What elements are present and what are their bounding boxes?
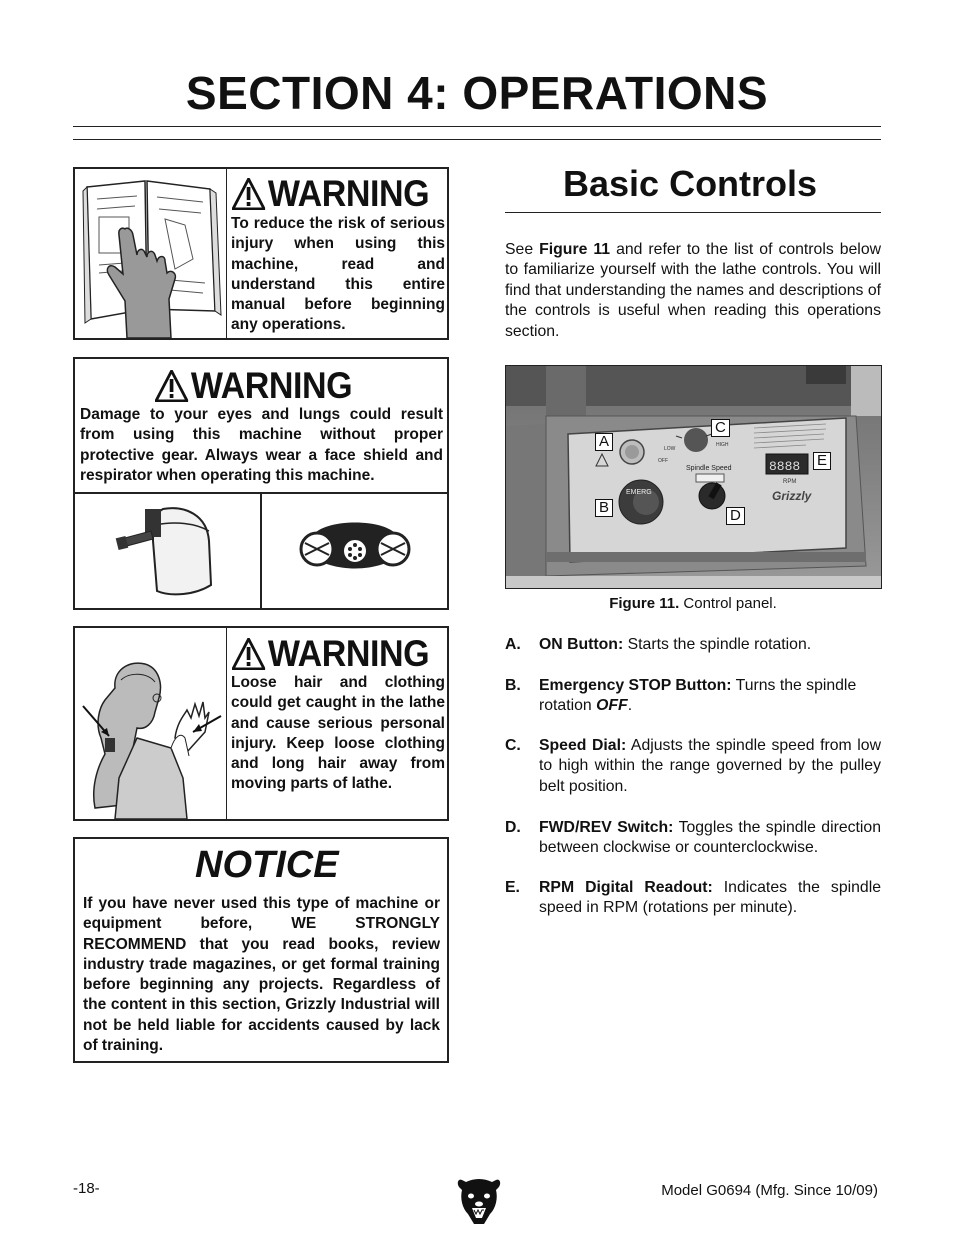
panel-label-off: OFF [658,458,668,464]
control-item-d: D. FWD/REV Switch: Toggles the spindle direction between clockwise or counterclockwise. [505,819,881,857]
callout-b: B [595,499,613,517]
panel-label-high: HIGH [716,442,729,448]
warning-text: To reduce the risk of serious injury when using this machine, read and understand this entire manual before beginning any operations. [231,215,445,334]
panel-readout: 8888 [769,459,801,474]
intro-paragraph: See Figure 11 and refer to the list of controls below to familiarize yourself with the lathe controls. You will find that understanding the names and descriptions of the controls is useful when reading this operations section. [505,241,882,340]
title-rule-top [73,126,881,127]
warning-text: Damage to your eyes and lungs could result from using this machine without proper protective gear. Always wear a face shield and respirator when operating this machine. [80,406,443,484]
warning-triangle-icon [232,638,265,670]
basic-controls-rule [505,212,881,213]
section-title: SECTION 4: OPERATIONS [185,67,769,119]
control-letter: A. [505,636,521,653]
panel-label-low: LOW [664,446,676,452]
control-item-c: C. Speed Dial: Adjusts the spindle speed from low to high within the range governed by the pulley belt position. [505,737,881,795]
read-manual-illustration [75,169,227,338]
warning-heading-text: WARNING [190,365,353,406]
warning-heading-text: WARNING [267,173,430,214]
notice-box [73,837,449,1063]
control-item-b: B. Emergency STOP Button: Turns the spindle rotation OFF. [505,677,857,715]
panel-brand: Grizzly [772,489,812,503]
warning-triangle-icon [155,370,188,402]
warning-text: Loose hair and clothing could get caught in the lathe and cause serious personal injury. Keep loose clothing and long hair away from moving parts of lathe. [231,674,445,793]
svg-text:EMERG: EMERG [626,489,652,496]
warning-heading [232,633,429,675]
warning-heading [155,365,352,407]
warning-heading-text: WARNING [267,633,430,674]
respirator-icon [295,511,415,581]
callout-d: D [726,507,745,525]
control-letter: C. [505,737,521,754]
basic-controls-title: Basic Controls [563,163,818,204]
loose-hair-icon [75,628,225,819]
panel-label-rpm: RPM [783,479,797,485]
callout-e: E [813,452,831,470]
title-rule-bottom [73,139,881,140]
panel-label-spindle-speed: Spindle Speed [686,465,732,472]
grizzly-bear-logo-icon [456,1174,502,1226]
control-item-e: E. RPM Digital Readout: Indicates the spindle speed in RPM (rotations per minute). [505,879,881,917]
warning-box-protective-gear [73,357,449,610]
loose-hair-illustration [75,628,227,819]
control-letter: B. [505,677,521,694]
control-panel-figure [505,365,882,589]
control-letter: E. [505,879,520,896]
notice-heading: NOTICE [195,844,339,886]
warning-box-manual [73,167,449,340]
control-panel-photo [506,366,882,589]
control-item-a: A. ON Button: Starts the spindle rotation. [505,635,881,655]
face-shield-icon [115,501,225,601]
model-info: Model G0694 (Mfg. Since 10/09) [661,1182,878,1199]
read-manual-icon [75,169,225,338]
callout-c: C [711,419,730,437]
warning-triangle-icon [232,178,265,210]
warning-box-loose-hair [73,626,449,821]
warning-heading [232,173,429,215]
callout-a: A [595,433,613,451]
figure-caption: Figure 11. Control panel. [609,595,777,612]
page-number: -18- [73,1180,100,1197]
notice-text: If you have never used this type of machine or equipment before, WE STRONGLY RECOMMEND that you read books, review industry trade magazines, or get formal training before beginning any projects. Regardless of the content in this section, Grizzly Industrial will not be held liable for accidents caused by lack of training. [83,895,440,1055]
control-letter: D. [505,819,521,836]
divider [260,493,262,608]
